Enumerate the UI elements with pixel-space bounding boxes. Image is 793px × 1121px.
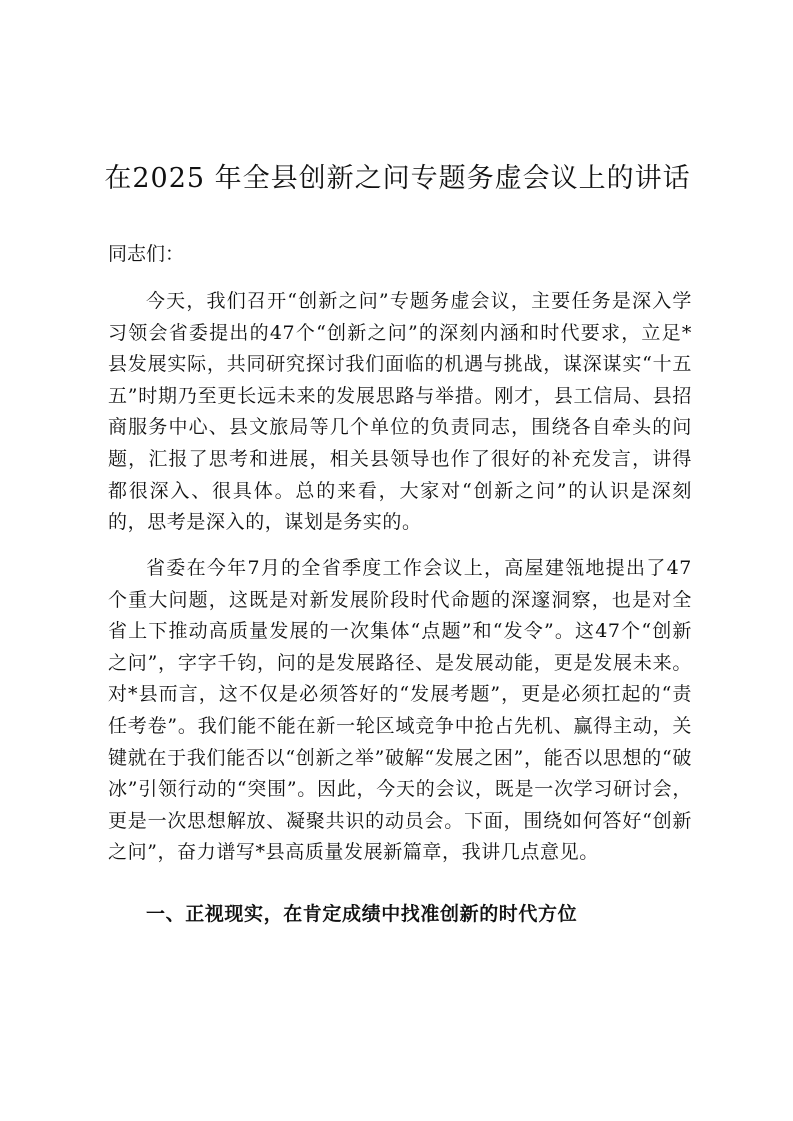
page-title: 在2025 年全县创新之问专题务虚会议上的讲话: [104, 163, 691, 195]
section-heading: 一、正视现实，在肯定成绩中找准创新的时代方位: [146, 903, 578, 925]
body-paragraph-2: 省委在今年7月的全省季度工作会议上，高屋建瓴地提出了47个重大问题，这既是对新发展阶段时代命题的深邃洞察，也是对全省上下推动高质量发展的一次集体“点题”和“发令”。这47个“创新之问”，字字千钧，问的是发展路径、是发展动能，更是发展未来。对*县而言，这不仅是必须答好的“发展考题”，更是必须扛起的“责任考卷”。我们能不能在新一轮区域竞争中抢占先机、赢得主动，关键就在于我们能否以“创新之举”破解“发展之困”，能否以思想的“破冰”引领行动的“突围”。因此，今天的会议，既是一次学习研讨会，更是一次思想解放、凝聚共识的动员会。下面，围绕如何答好“创新之问”，奋力谱写*县高质量发展新篇章，我讲几点意见。: [108, 557, 692, 864]
salutation: 同志们：: [108, 243, 185, 265]
body-paragraph-1: 今天，我们召开“创新之问”专题务虚会议，主要任务是深入学习领会省委提出的47个“创新之问”的深刻内涵和时代要求，立足*县发展实际，共同研究探讨我们面临的机遇与挑战，谋深谋实“十五五”时期乃至更长远未来的发展思路与举措。刚才，县工信局、县招商服务中心、县文旅局等几个单位的负责同志，围绕各自牵头的问题，汇报了思考和进展，相关县领导也作了很好的补充发言，讲得都很深入、很具体。总的来看，大家对“创新之问”的认识是深刻的，思考是深入的，谋划是务实的。: [108, 290, 692, 534]
